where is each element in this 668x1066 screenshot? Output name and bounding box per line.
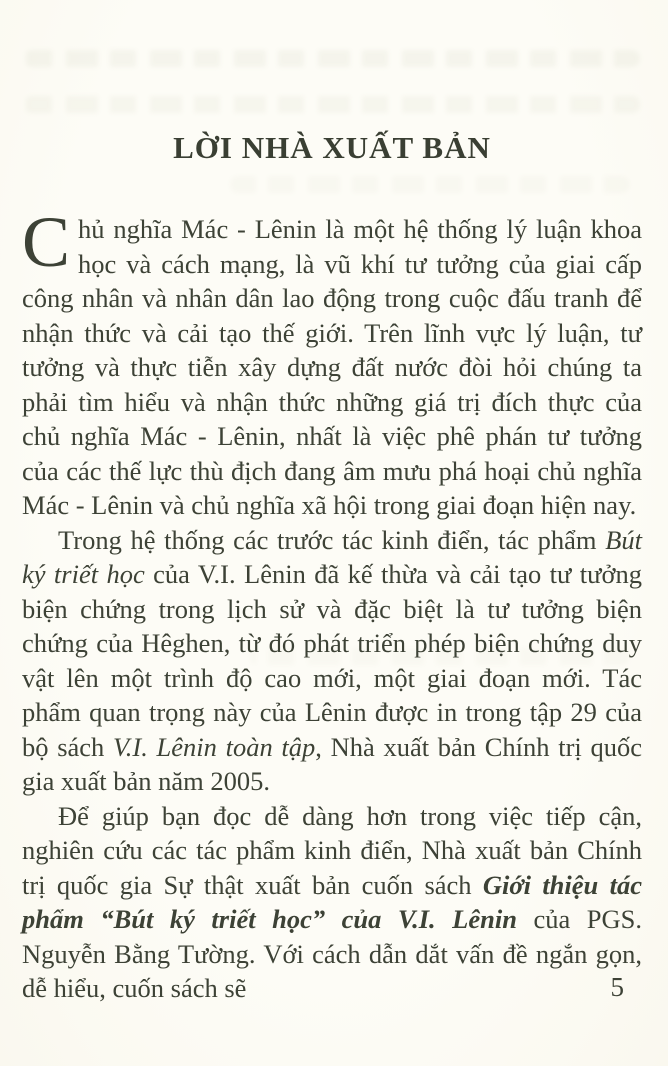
paragraph [22, 523, 642, 799]
page-title: LỜI NHÀ XUẤT BẢN [173, 130, 491, 165]
text-run: của V.I. Lênin đã kế thừa và cải tạo tư tưởng biện chứng trong lịch sử và đặc biệt là tư tưởng biện chứng của Hêghen, từ đó phát triển phép biện chứng duy vật lên một trình độ cao mới, một giai đoạn mới. Tác phẩm quan trọng này của Lênin được in trong tập 29 của bộ sách [22, 559, 643, 762]
text-run: Để giúp bạn đọc dễ dàng hơn trong việc tiếp cận, nghiên cứu các tác phẩm kinh điển, Nhà xuất bản Chính trị quốc gia Sự thật xuất bản cuốn sách [22, 800, 642, 900]
dropcap-letter: C [22, 202, 71, 282]
paragraph [22, 799, 642, 1006]
bleedthrough-artifact [24, 96, 640, 113]
text-run: Giới thiệu tác phẩm “Bút ký triết học” của V.I. Lênin [22, 869, 643, 934]
text-run: Trong hệ thống các trước tác kinh điển, tác phẩm [58, 524, 606, 555]
text-run: Bút ký triết học [22, 524, 642, 589]
body-text [22, 202, 643, 1006]
text-run: , Nhà xuất bản Chính trị quốc gia xuất bản năm 2005. [22, 731, 643, 796]
page-number: 5 [610, 972, 624, 1002]
bleedthrough-artifact [24, 50, 640, 67]
paragraph [22, 202, 642, 523]
text-run: hủ nghĩa Mác - Lênin là một hệ thống lý luận khoa học và cách mạng, là vũ khí tư tưởng của giai cấp công nhân và nhân dân lao động trong cuộc đấu tranh để nhận thức và cải tạo thế giới. Trên lĩnh vực lý luận, tư tưởng và thực tiễn xây dựng đất nước đòi hỏi chúng ta phải tìm hiểu và nhận thức những giá trị đích thực của chủ nghĩa Mác - Lênin, nhất là việc phê phán tư tưởng của các thế lực thù địch đang âm mưu phá hoại chủ nghĩa Mác - Lênin và chủ nghĩa xã hội trong giai đoạn hiện nay. [22, 214, 642, 520]
text-run: V.I. Lênin toàn tập [113, 731, 316, 762]
bleedthrough-artifact [230, 176, 630, 193]
text-run: của PGS. Nguyễn Bằng Tường. Với cách dẫn dắt vấn đề ngắn gọn, dễ hiểu, cuốn sách sẽ [22, 904, 642, 1003]
